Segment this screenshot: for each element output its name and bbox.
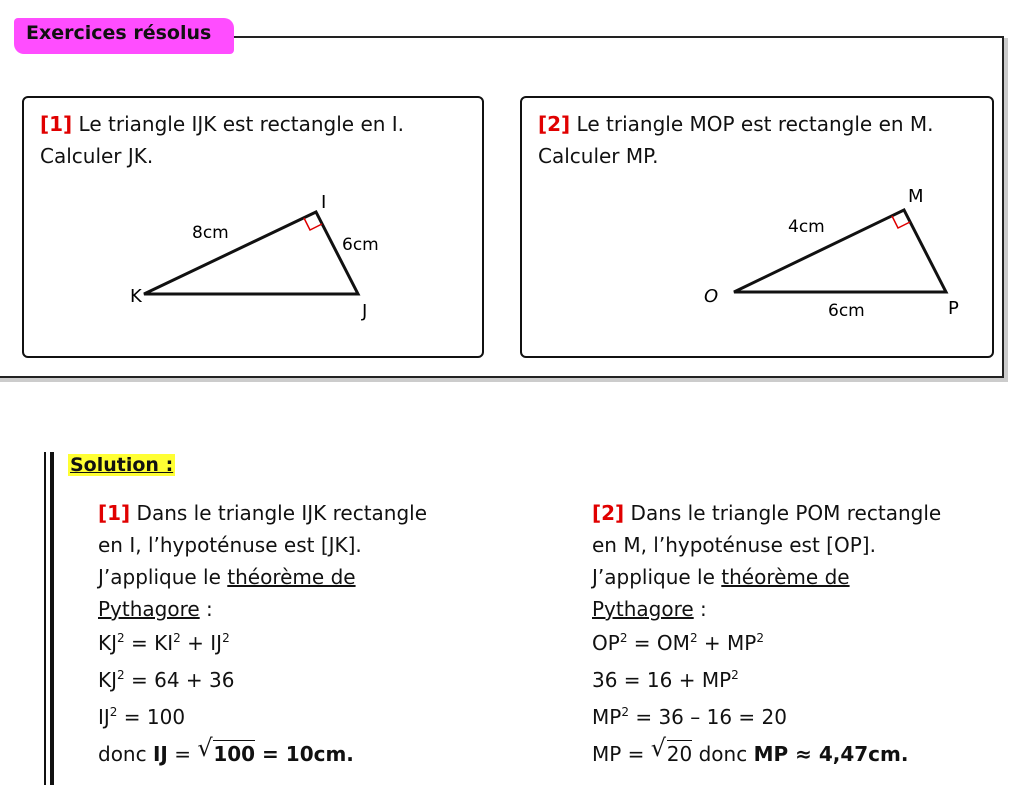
solution-1-colon: :	[199, 597, 213, 621]
vertex-label-o: O	[704, 286, 719, 307]
solution-1-number: [1]	[98, 501, 131, 525]
solution-2-line2: en M, l’hypoténuse est [OP].	[592, 533, 876, 557]
solution-margin-bar	[44, 452, 46, 785]
solution-1-theorem-a: théorème de	[227, 565, 356, 589]
solution-2-line1: Dans le triangle POM rectangle	[624, 501, 942, 525]
length-label-ij: 6cm	[342, 235, 379, 255]
solution-2-number: [2]	[592, 501, 625, 525]
length-label-op: 6cm	[828, 301, 865, 321]
solution-1-column	[98, 497, 427, 773]
solution-2-equation-3: $MP^2 = 36 - 16 = 20$	[592, 705, 787, 729]
solution-2-theorem-a: théorème de	[721, 565, 850, 589]
solution-2-line3: J’applique le	[592, 565, 722, 589]
length-label-ki: 8cm	[192, 223, 229, 243]
frame-shadow	[0, 378, 1006, 382]
vertex-label-i: I	[321, 192, 327, 213]
solution-1-equation-1: $KJ^2 = KI^2 + IJ^2$	[98, 631, 230, 655]
exercise-2-line1: Le triangle MOP est rectangle en M.	[570, 112, 934, 136]
solution-2-column	[592, 497, 941, 773]
triangle-mop	[734, 210, 946, 292]
sqrt-100: √ 100	[197, 734, 256, 766]
solution-2-colon: :	[693, 597, 707, 621]
vertex-label-p: P	[948, 298, 959, 319]
exercises-title-banner	[14, 18, 234, 54]
exercise-2-line2: Calculer MP.	[538, 144, 659, 168]
solution-1-equation-3: $IJ^2 = 100$	[98, 705, 186, 729]
solution-1-line2: en I, l’hypoténuse est [JK].	[98, 533, 362, 557]
triangle-ijk	[144, 212, 358, 294]
vertex-label-j: J	[362, 301, 368, 322]
triangle-ijk-figure	[24, 98, 482, 356]
solution-heading: Solution :	[70, 454, 174, 476]
frame-shadow-right	[1004, 38, 1008, 382]
vertex-label-m: M	[908, 186, 924, 207]
exercise-1-line2: Calculer JK.	[40, 144, 154, 168]
frame-border-top	[234, 36, 1004, 38]
exercise-2-box	[520, 96, 994, 358]
solution-2-equation-2: $36 = 16 + MP^2$	[592, 668, 739, 692]
sqrt-20: √ 20	[650, 734, 693, 766]
triangle-mop-figure	[522, 98, 992, 356]
length-label-om: 4cm	[788, 217, 825, 237]
solution-1-line3: J’applique le	[98, 565, 228, 589]
solution-1-result: donc IJ = √ 100 = 10cm.	[98, 736, 427, 773]
solution-2-equation-1: $OP^2 = OM^2 + MP^2$	[592, 631, 765, 655]
exercise-1-number: [1]	[40, 112, 73, 136]
solution-1-equation-2: $KJ^2 = 64 + 36$	[98, 668, 235, 692]
solution-margin-bar-thick	[50, 452, 54, 785]
exercise-1-line1: Le triangle IJK est rectangle en I.	[72, 112, 405, 136]
frame-border-bottom	[0, 376, 1004, 378]
page-title: Exercices résolus	[26, 22, 212, 44]
exercise-1-box	[22, 96, 484, 358]
vertex-label-k: K	[130, 286, 142, 307]
solution-2-result: MP = √ 20 donc MP ≈ 4,47cm.	[592, 736, 941, 773]
solution-1-line1: Dans le triangle IJK rectangle	[130, 501, 428, 525]
frame-border-right	[1002, 36, 1004, 378]
solution-2-theorem-b: Pythagore	[592, 597, 694, 621]
exercise-2-number: [2]	[538, 112, 571, 136]
solution-1-theorem-b: Pythagore	[98, 597, 200, 621]
